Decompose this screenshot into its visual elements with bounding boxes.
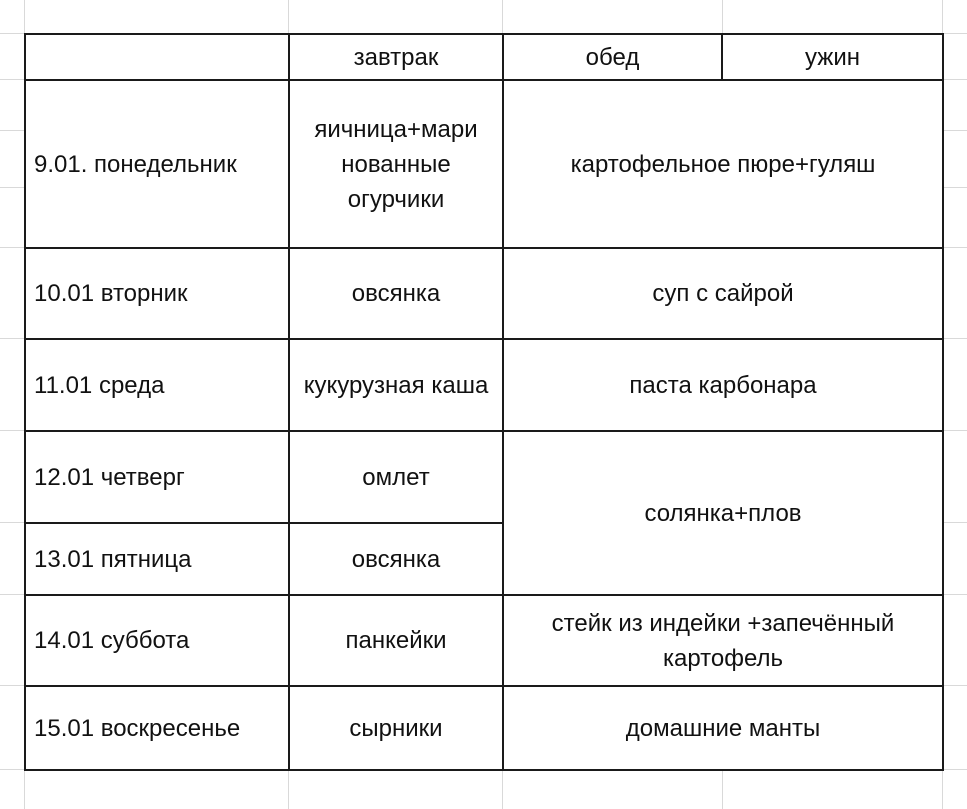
day-cell[interactable]: 12.01 четверг: [25, 431, 289, 523]
day-cell[interactable]: 10.01 вторник: [25, 248, 289, 339]
lunch-dinner-cell[interactable]: паста карбонара: [503, 339, 943, 431]
header-row: [25, 34, 943, 80]
header-lunch[interactable]: обед: [503, 34, 722, 80]
header-breakfast[interactable]: завтрак: [289, 34, 503, 80]
breakfast-cell[interactable]: яичница+мари нованные огурчики: [289, 80, 503, 248]
lunch-dinner-cell[interactable]: картофельное пюре+гуляш: [503, 80, 943, 248]
lunch-dinner-cell[interactable]: солянка+плов: [503, 431, 943, 595]
breakfast-cell[interactable]: сырники: [289, 686, 503, 770]
table-row: [25, 686, 943, 770]
table-row: [25, 431, 943, 523]
day-cell[interactable]: 9.01. понедельник: [25, 80, 289, 248]
breakfast-cell[interactable]: панкейки: [289, 595, 503, 686]
table-row: [25, 248, 943, 339]
day-cell[interactable]: 11.01 среда: [25, 339, 289, 431]
day-cell[interactable]: 15.01 воскресенье: [25, 686, 289, 770]
meal-plan-table: [24, 33, 944, 771]
header-corner-cell[interactable]: [25, 34, 289, 80]
table-row: [25, 339, 943, 431]
breakfast-cell[interactable]: овсянка: [289, 523, 503, 595]
day-cell[interactable]: 14.01 суббота: [25, 595, 289, 686]
lunch-dinner-cell[interactable]: стейк из индейки +запечённый картофель: [503, 595, 943, 686]
lunch-dinner-cell[interactable]: домашние манты: [503, 686, 943, 770]
lunch-dinner-cell[interactable]: суп с сайрой: [503, 248, 943, 339]
breakfast-cell[interactable]: омлет: [289, 431, 503, 523]
table-row: [25, 595, 943, 686]
table-row: [25, 80, 943, 248]
breakfast-cell[interactable]: овсянка: [289, 248, 503, 339]
breakfast-cell[interactable]: кукурузная каша: [289, 339, 503, 431]
day-cell[interactable]: 13.01 пятница: [25, 523, 289, 595]
header-dinner[interactable]: ужин: [722, 34, 943, 80]
